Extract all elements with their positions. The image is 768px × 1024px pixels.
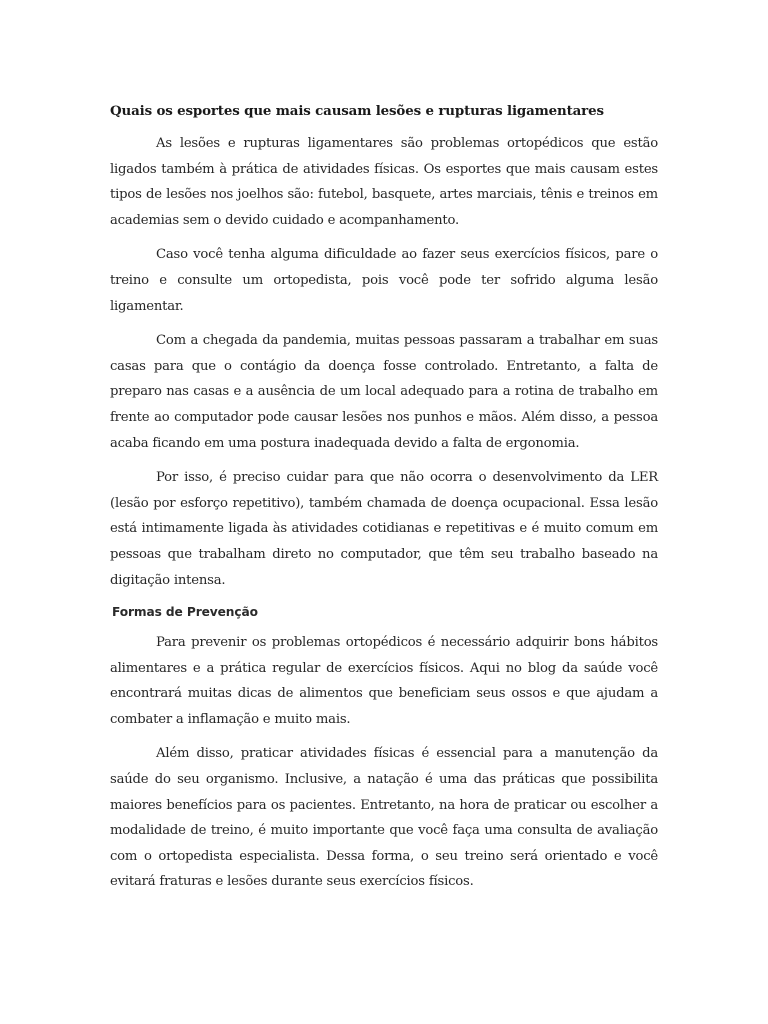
document-title: Quais os esportes que mais causam lesões e rupturas ligamentares bbox=[110, 103, 604, 119]
document-body bbox=[110, 100, 658, 904]
paragraph-prevention-habits: Para prevenir os problemas ortopédicos é necessário adquirir bons hábitos alimentares e a prática regular de exercícios físicos. Aqui no blog da saúde você encontrará muitas dicas de alimentos que beneficiam seus ossos e que ajudam a combater a inflamação e muito mais. bbox=[110, 635, 658, 727]
paragraph-exercise-advice: Caso você tenha alguma dificuldade ao fazer seus exercícios físicos, pare o treino e consulte um ortopedista, pois você pode ter sofrido alguma lesão ligamentar. bbox=[110, 247, 658, 314]
section-heading-prevention: Formas de Prevenção bbox=[112, 605, 258, 620]
paragraph-pandemic: Com a chegada da pandemia, muitas pessoas passaram a trabalhar em suas casas para que o contágio da doença fosse controlado. Entretanto, a falta de preparo nas casas e a ausência de um local adequado para a rotina de trabalho em frente ao computador pode causar lesões nos punhos e mãos. Além disso, a pessoa acaba ficando em uma postura inadequada devido a falta de ergonomia. bbox=[110, 333, 658, 451]
paragraph-ler: Por isso, é preciso cuidar para que não ocorra o desenvolvimento da LER (lesão por esforço repetitivo), também chamada de doença ocupacional. Essa lesão está intimamente ligada às atividades cotidianas e repetitivas e é muito comum em pessoas que trabalham direto no computador, que têm seu trabalho baseado na digitação intensa. bbox=[110, 470, 658, 588]
paragraph-physical-activity: Além disso, praticar atividades físicas é essencial para a manutenção da saúde do seu organismo. Inclusive, a natação é uma das práticas que possibilita maiores benefícios para os pacientes. Entretanto, na hora de praticar ou escolher a modalidade de treino, é muito importante que você faça uma consulta de avaliação com o ortopedista especialista. Dessa forma, o seu treino será orientado e você evitará fraturas e lesões durante seus exercícios físicos. bbox=[110, 746, 658, 890]
paragraph-intro: As lesões e rupturas ligamentares são problemas ortopédicos que estão ligados também à prática de atividades físicas. Os esportes que mais causam estes tipos de lesões nos joelhos são: futebol, basquete, artes marciais, tênis e treinos em academias sem o devido cuidado e acompanhamento. bbox=[110, 136, 658, 228]
